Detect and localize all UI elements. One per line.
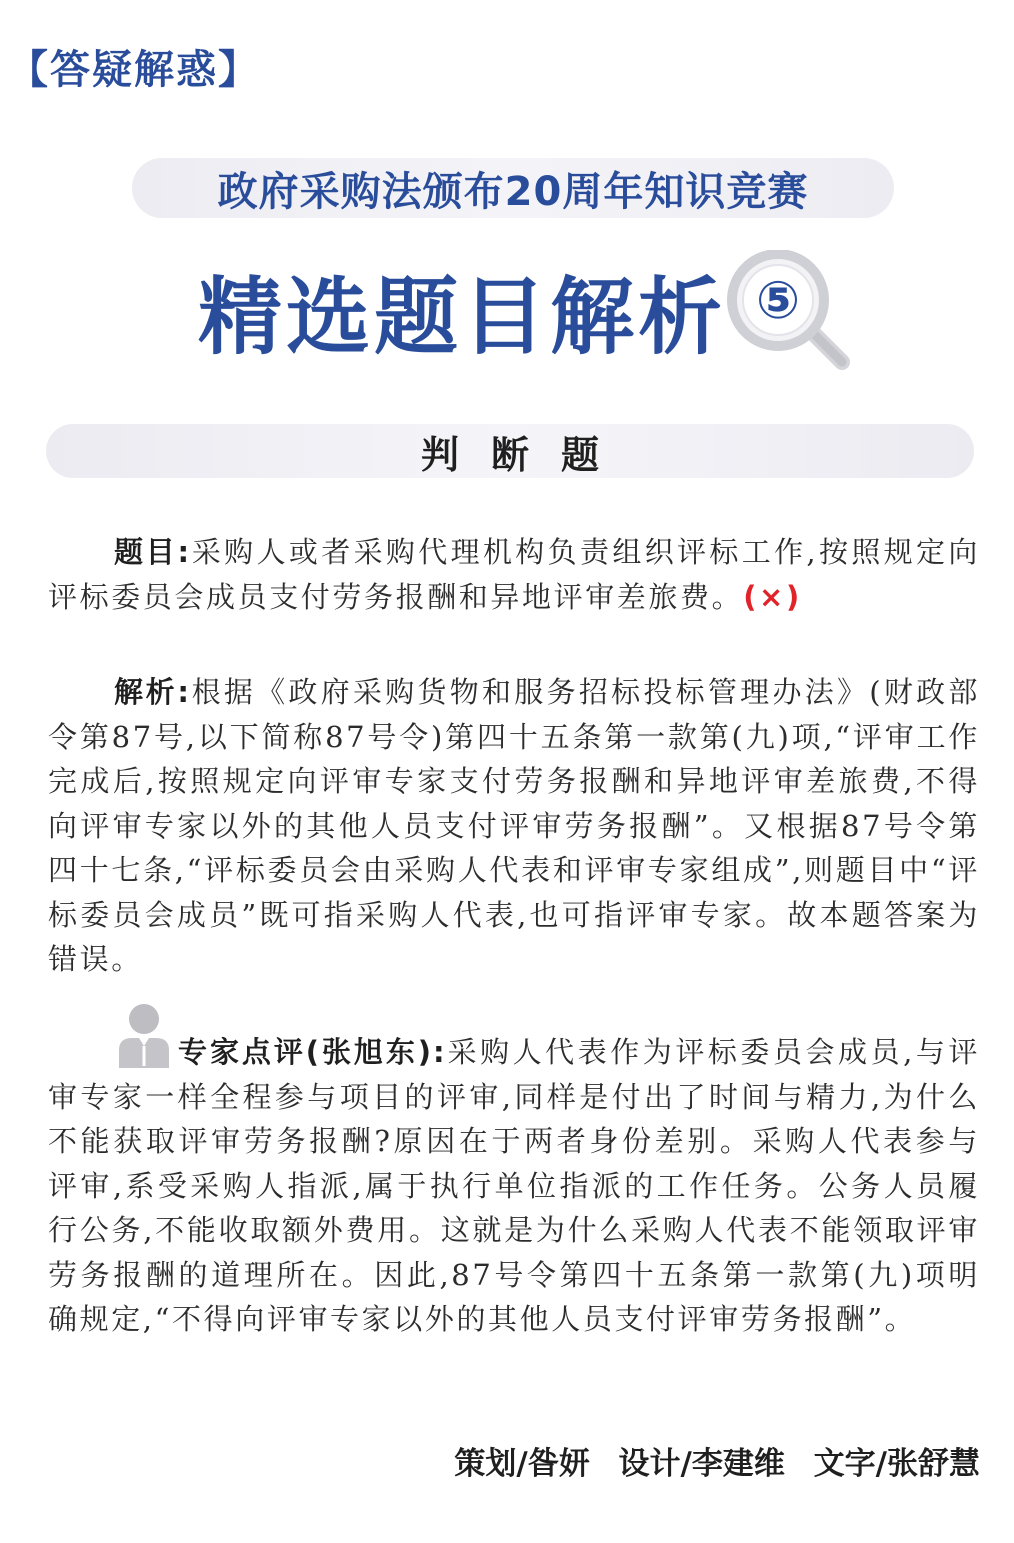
credit-planning: 策划/昝妍 — [454, 1446, 590, 1482]
comment-label: 专家点评(张旭东): — [178, 1035, 447, 1069]
analysis-paragraph — [48, 670, 980, 982]
credit-design: 设计/李建维 — [618, 1446, 785, 1482]
credits — [436, 1438, 980, 1483]
magnifier-icon — [720, 250, 860, 380]
credit-text: 文字/张舒慧 — [813, 1446, 980, 1482]
section-banner — [46, 424, 974, 478]
analysis-text: 根据《政府采购货物和服务招标投标管理办法》(财政部令第87号,以下简称87号令)第四十五条第一款第(九)项,“评审工作完成后,按照规定向评审专家支付劳务报酬和异地评审差旅费,不得向评审专家以外的其他人员支付评审劳务报酬”。又根据87号令第四十七条,“评标委员会由采购人代表和评审专家组成”,则题目中“评标委员会成员”既可指采购人代表,也可指评审专家。故本题答案为错误。 — [48, 675, 980, 976]
question-paragraph — [48, 530, 980, 619]
question-label: 题目: — [114, 535, 192, 569]
expert-comment-paragraph — [48, 1030, 980, 1342]
analysis-label: 解析: — [114, 675, 191, 709]
page-title — [198, 250, 726, 371]
column-tag: 【答疑解惑】 — [8, 47, 260, 93]
subtitle-banner — [132, 158, 894, 218]
question-text: 采购人或者采购代理机构负责组织评标工作,按照规定向评标委员会成员支付劳务报酬和异地评审差旅费。 — [48, 535, 980, 614]
issue-number: ⑤ — [755, 271, 801, 331]
page-title-text: 精选题目解析 — [198, 268, 727, 366]
section-heading: 判断题 — [420, 431, 631, 477]
comment-text: 采购人代表作为评标委员会成员,与评审专家一样全程参与项目的评审,同样是付出了时间与精力,为什么不能获取评审劳务报酬?原因在于两者身份差别。采购人代表参与评审,系受采购人指派,属于执行单位指派的工作任务。公务人员履行公务,不能收取额外费用。这就是为什么采购人代表不能领取评审劳务报酬的道理所在。因此,87号令第四十五条第一款第(九)项明确规定,“不得向评审专家以外的其他人员支付评审劳务报酬”。 — [48, 1035, 981, 1336]
subtitle: 政府采购法颁布20周年知识竞赛 — [217, 168, 809, 215]
answer-mark: (×) — [743, 579, 802, 614]
